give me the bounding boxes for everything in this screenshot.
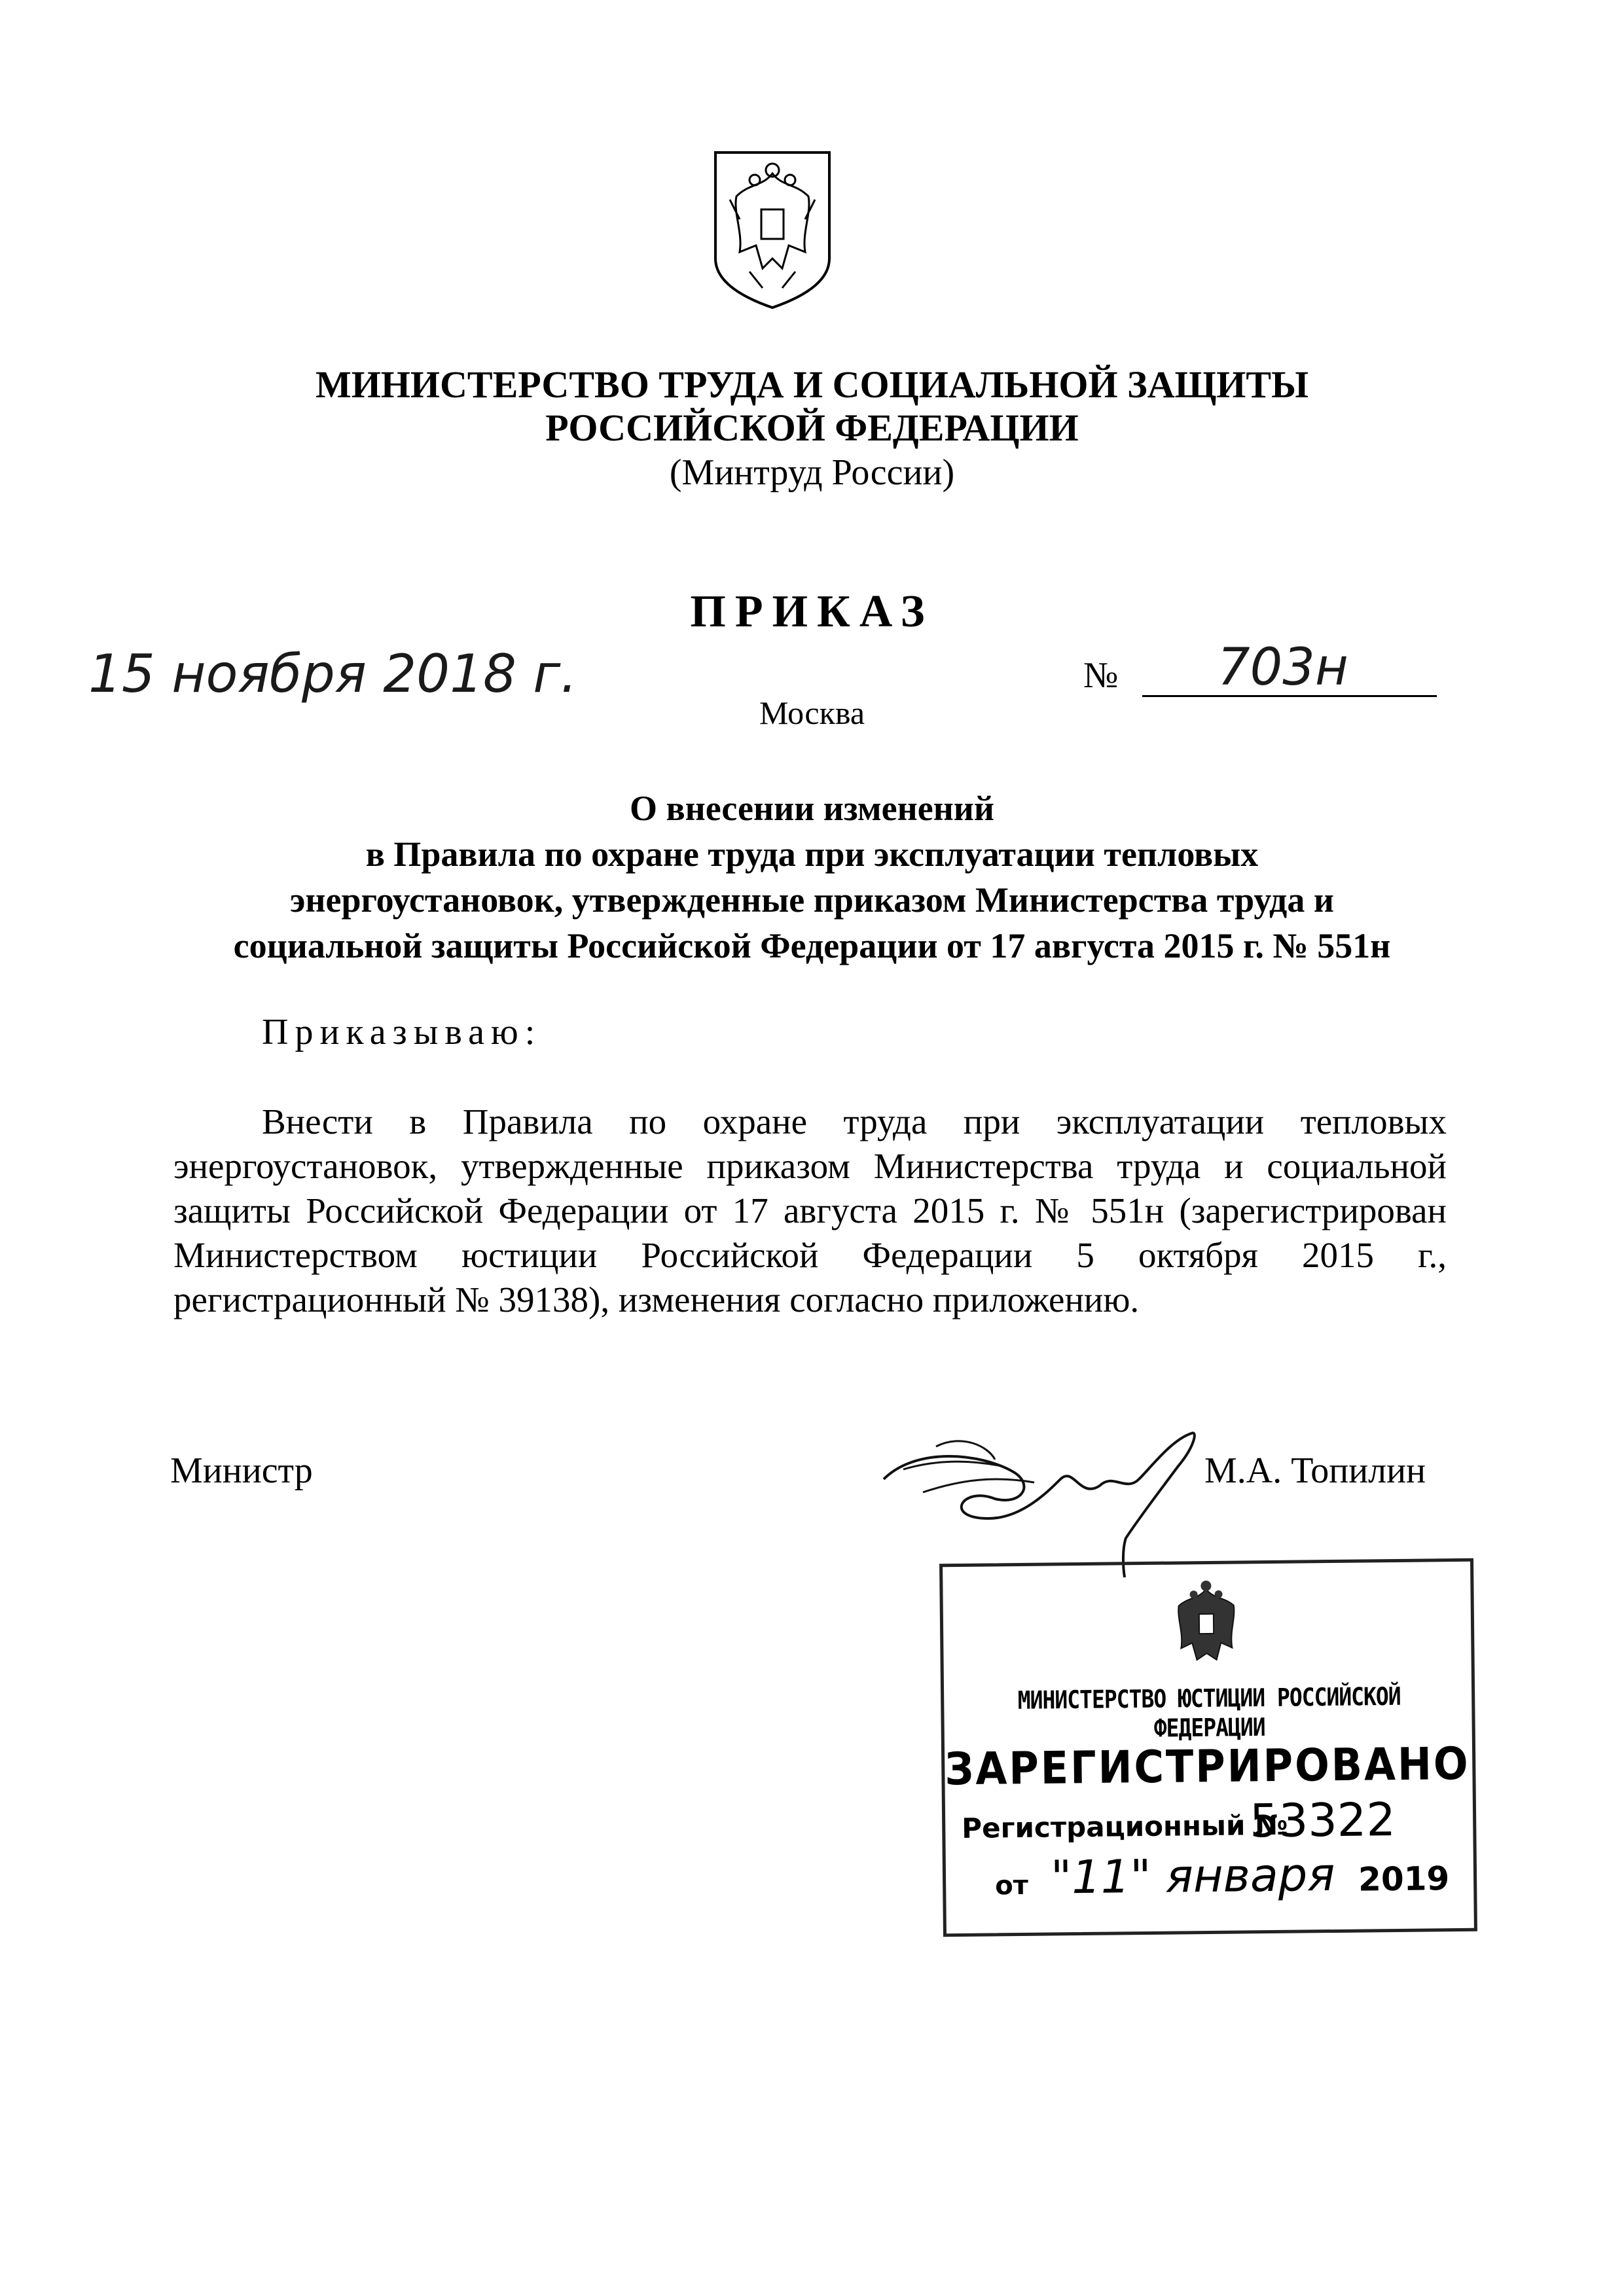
ministry-short-name: (Минтруд России)	[669, 452, 955, 493]
city: Москва	[759, 694, 865, 731]
subject-line-3: энергоустановок, утвержденные приказом Министерства труда и	[290, 880, 1334, 920]
ministry-line-2: РОССИЙСКОЙ ФЕДЕРАЦИИ	[545, 406, 1079, 449]
ministry-line-1: МИНИСТЕРСТВО ТРУДА И СОЦИАЛЬНОЙ ЗАЩИТЫ	[315, 363, 1309, 406]
order-word: Приказываю:	[262, 1012, 542, 1052]
stamp-date-handwritten: "11" января	[1050, 1847, 1335, 1905]
number-label: №	[1083, 655, 1119, 696]
order-body-paragraph: Внести в Правила по охране труда при эксплуатации тепловых энергоустановок, утвержденные приказом Министерства труда и социальной защиты Российской Федерации от 17 августа 2015 г. № 551н (зарегистрирован Министерством юстиции Российской Федерации 5 октября 2015 г., регистрационный № 39138), изменения согласно приложению.	[173, 1102, 1447, 1319]
stamp-registration-number-handwritten: 53322	[1249, 1793, 1396, 1848]
subject-line-4: социальной защиты Российской Федерации от 17 августа 2015 г. № 551н	[233, 926, 1391, 965]
stamp-emblem-icon	[1168, 1575, 1245, 1674]
signer-name: М.А. Топилин	[1204, 1450, 1426, 1491]
stamp-registration-label: Регистрационный №	[962, 1808, 1288, 1844]
stamp-registered-label: ЗАРЕГИСТРИРОВАНО	[944, 1737, 1471, 1795]
ministry-name	[0, 363, 1624, 450]
order-number-handwritten: 703н	[1218, 638, 1348, 697]
signer-position: Министр	[170, 1450, 313, 1491]
stamp-ministry-line: МИНИСТЕРСТВО ЮСТИЦИИ РОССИЙСКОЙ ФЕДЕРАЦИИ	[1017, 1681, 1401, 1743]
order-date-handwritten: 15 ноября 2018 г.	[88, 643, 577, 704]
subject-line-2: в Правила по охране труда при эксплуатации тепловых	[365, 834, 1259, 874]
document-type: ПРИКАЗ	[690, 586, 934, 637]
order-subject	[0, 785, 1624, 969]
state-emblem-icon	[710, 147, 835, 311]
stamp-date-year: 2019	[1358, 1859, 1450, 1899]
registration-stamp	[939, 1558, 1477, 1937]
subject-line-1: О внесении изменений	[629, 789, 995, 828]
stamp-date-prefix: от	[994, 1870, 1029, 1901]
